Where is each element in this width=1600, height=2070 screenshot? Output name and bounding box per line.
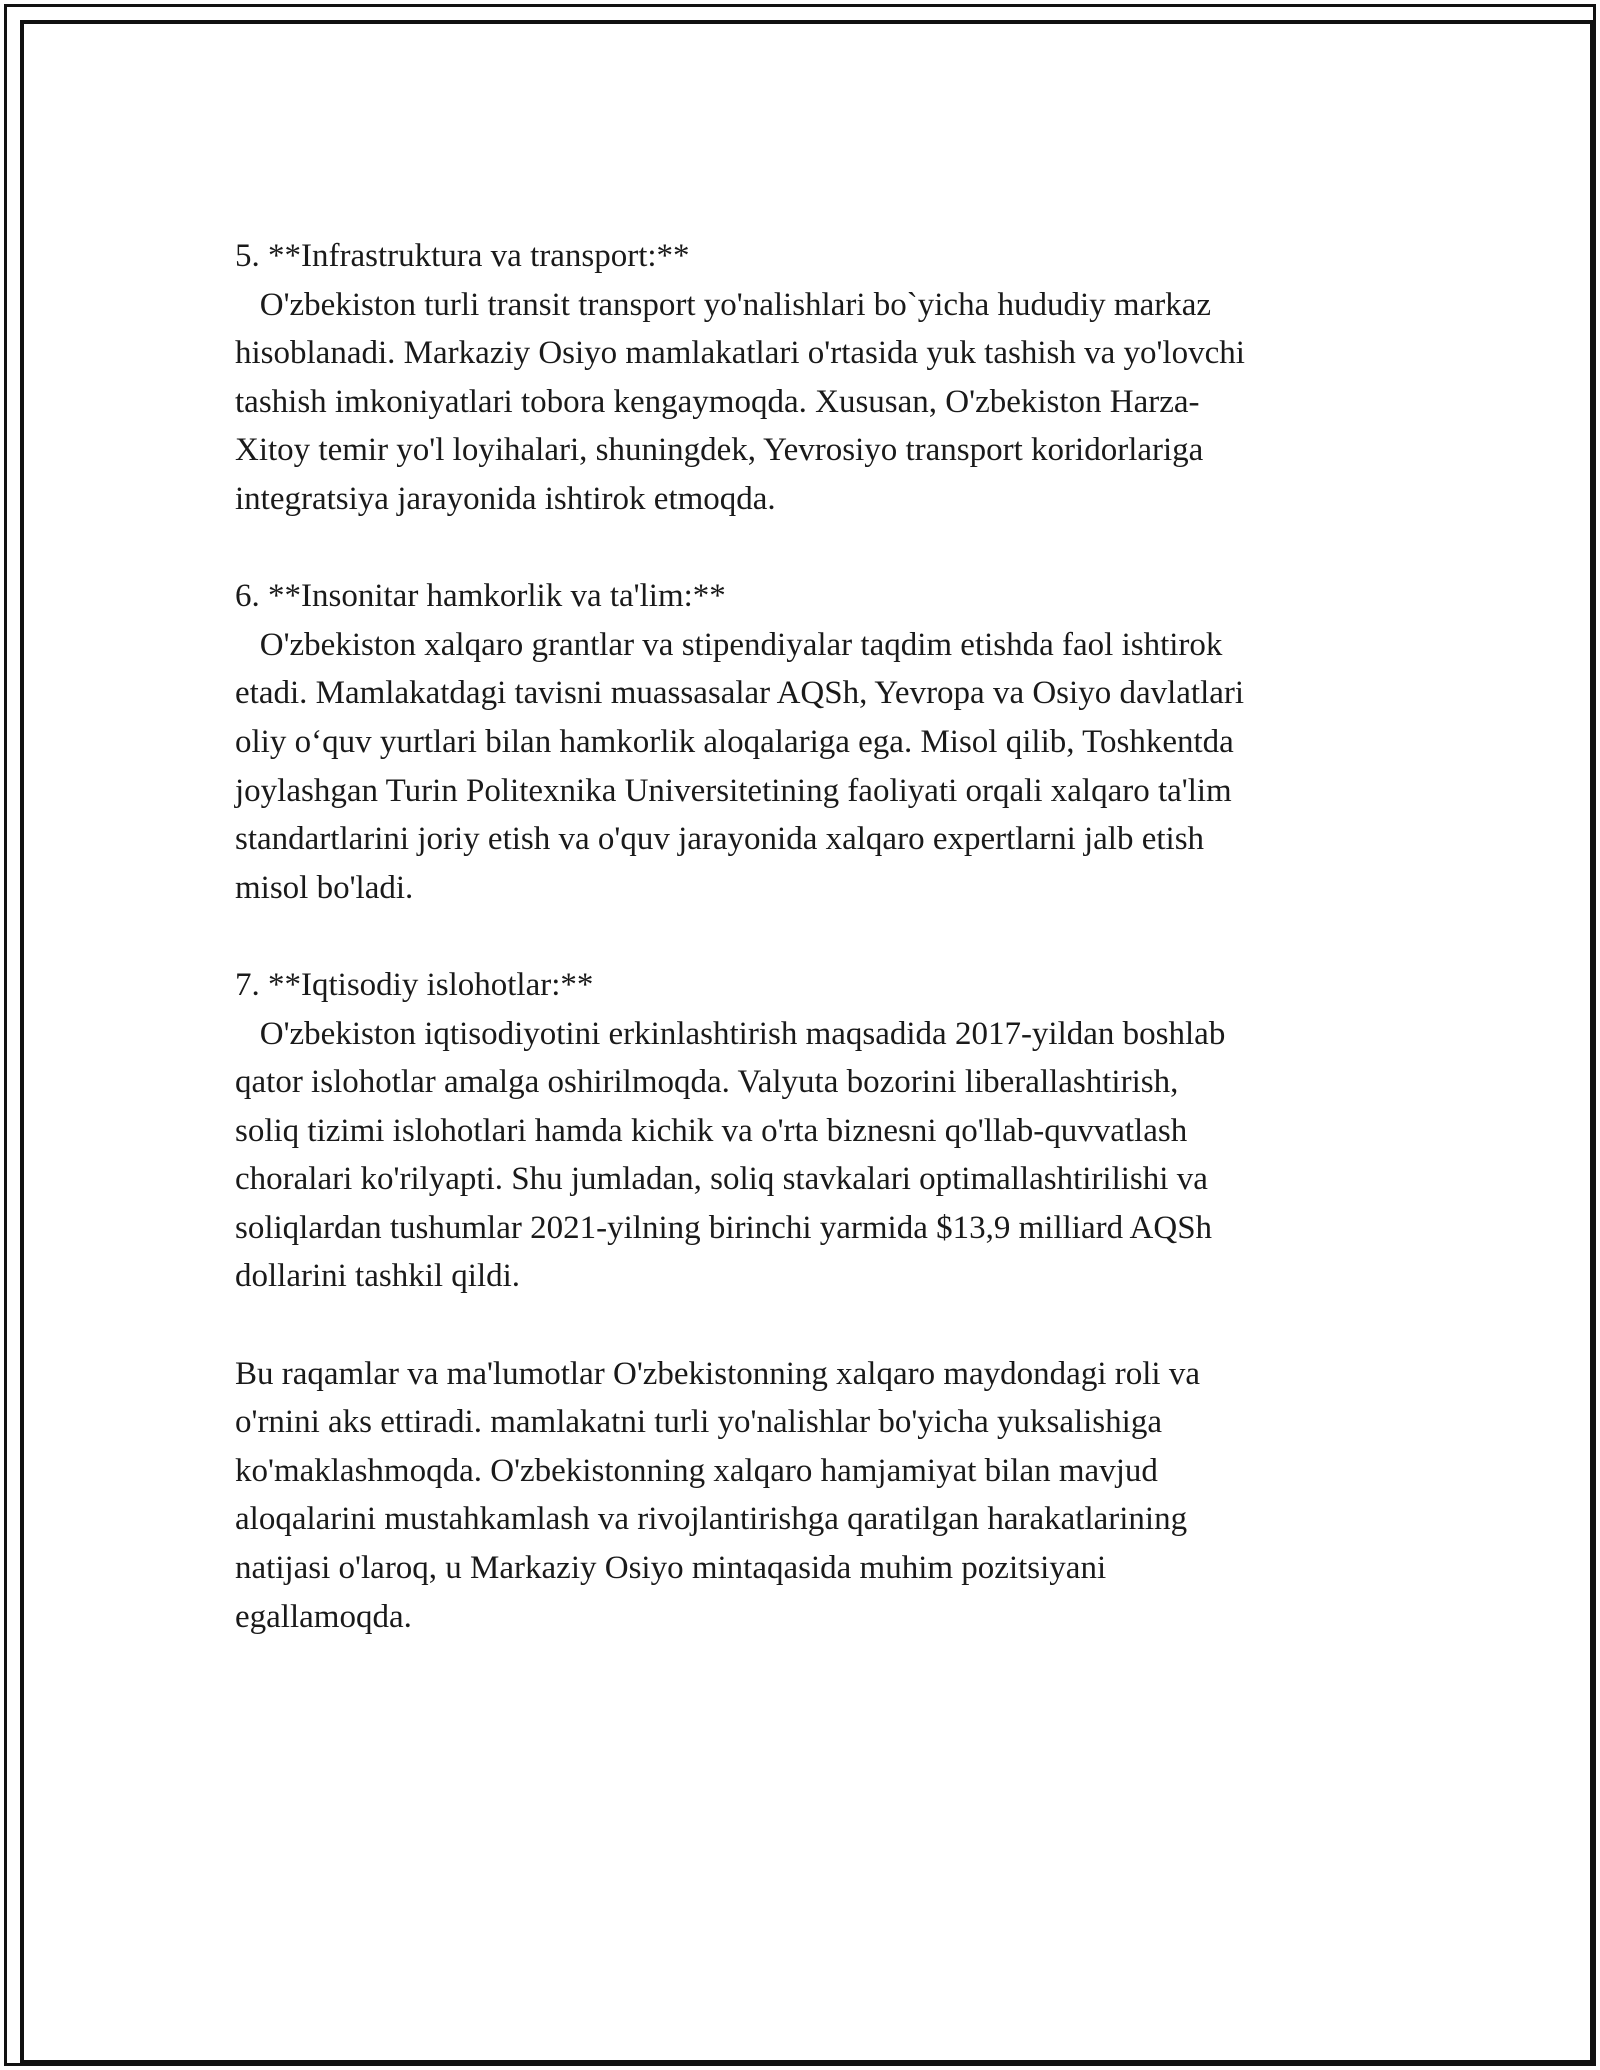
closing-paragraph: Bu raqamlar va ma'lumotlar O'zbekistonning xalqaro maydondagi roli va o'rnini aks ettiradi. mamlakatni turli yo'nalishlar bo'yicha yuksalishiga ko'maklashmoqda. O'zbekistonning xalqaro hamjamiyat bilan mavjud aloqalarini mustahkamlash va rivojlantirishga qaratilgan harakatlarining natijasi o'laroq, u Markaziy Osiyo mintaqasida muhim pozitsiyani egallamoqda.: [235, 1355, 1200, 1635]
section-heading: 5. **Infrastruktura va transport:**: [235, 238, 690, 274]
section-body: O'zbekiston xalqaro grantlar va stipendiyalar taqdim etishda faol ishtirok etadi. Mamlakatdagi tavisni muassasalar AQSh, Yevropa va Osiyo davlatlari oliy o‘quv yurtlari bilan hamkorlik aloqalariga ega. Misol qilib, Toshkentda joylashgan Turin Politexnika Universitetining faoliyati orqali xalqaro ta'lim standartlarini joriy etish va o'quv jarayonida xalqaro expertlarni jalb etish misol bo'ladi.: [235, 626, 1245, 906]
section-body: O'zbekiston turli transit transport yo'nalishlari bo`yicha hududiy markaz hisoblanadi. Markaziy Osiyo mamlakatlari o'rtasida yuk tashish va yo'lovchi tashish imkoniyatlari tobora kengaymoqda. Xususan, O'zbekiston Harza- Xitoy temir yo'l loyihalari, shuningdek, Yevrosiyo transport koridorlariga integratsiya jarayonida ishtirok etmoqda.: [235, 286, 1245, 517]
section-economic-reforms: [235, 961, 1385, 1301]
section-heading: 6. **Insonitar hamkorlik va ta'lim:**: [235, 578, 726, 615]
section-body: O'zbekiston iqtisodiyotini erkinlashtirish maqsadida 2017-yildan boshlab qator islohotlar amalga oshirilmoqda. Valyuta bozorini liberallashtirish, soliq tizimi islohotlari hamda kichik va o'rta biznesni qo'llab-quvvatlash choralari ko'rilyapti. Shu jumladan, soliq stavkalari optimallashtirilishi va soliqlardan tushumlar 2021-yilning birinchi yarmida $13,9 milliard AQSh dollarini tashkil qildi.: [235, 1015, 1226, 1295]
section-heading: 7. **Iqtisodiy islohotlar:**: [235, 966, 594, 1003]
document-page: [235, 232, 1385, 1641]
section-infrastructure-transport: [235, 232, 1385, 524]
section-humanitarian-cooperation-education: [235, 572, 1385, 912]
